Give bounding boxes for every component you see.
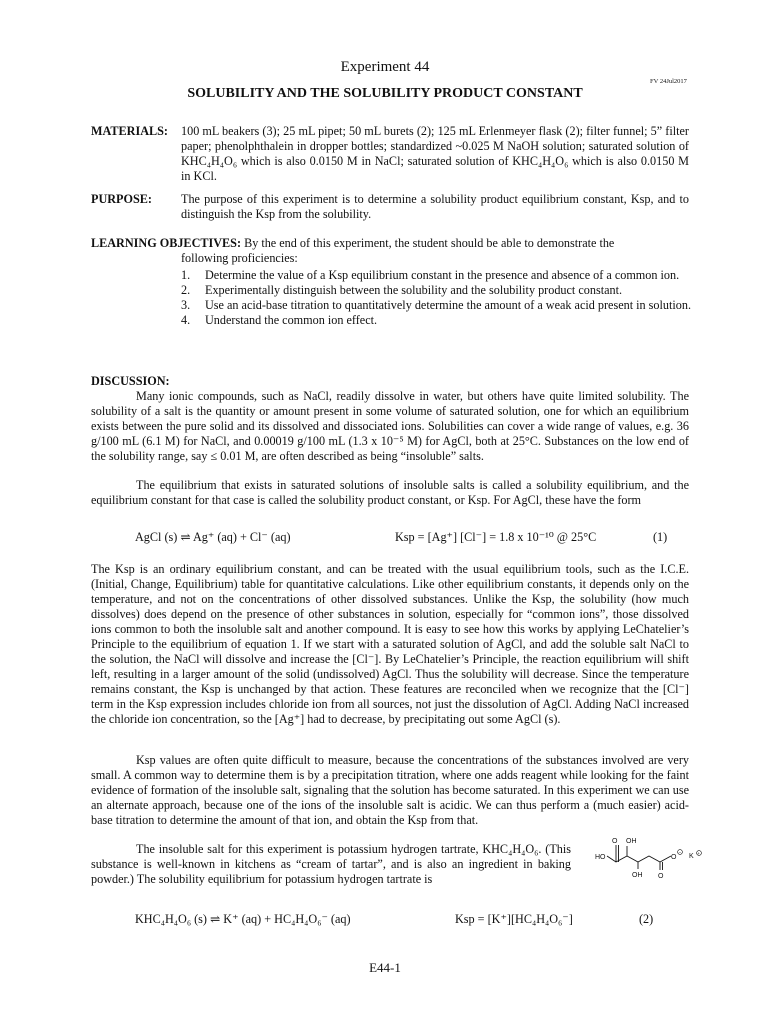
charge-plus: + bbox=[697, 850, 700, 856]
atom-ho: HO bbox=[595, 854, 606, 861]
paragraph-text: Many ionic compounds, such as NaCl, readily dissolve in water, but others have quite limited solubility. The solubility of a salt is the quantity or amount present in some volume of saturated solution, one for which an equilibrium exists between the pure solid and its dissolved and dissociated ions. Solubilities can cover a wide range of values, e.g. 36 g/100 mL (6.1 M) for NaCl, and 0.00019 g/100 mL (1.3 x 10⁻⁵ M) for AgCl, both at 25°C. Substances on the low end of the solubility range, say ≤ 0.01 M, are often described as being “insoluble” salts. bbox=[91, 389, 689, 463]
list-number: 2. bbox=[181, 283, 191, 297]
atom-oh: OH bbox=[632, 872, 643, 879]
list-text: Determine the value of a Ksp equilibrium constant in the presence and absence of a common ion. bbox=[205, 268, 680, 282]
equation-ksp: Ksp = [K⁺][HC₄H₄O₆⁻] bbox=[455, 912, 573, 926]
list-item bbox=[181, 298, 691, 313]
list-number: 1. bbox=[181, 268, 191, 282]
paragraph-text: The equilibrium that exists in saturated solutions of insoluble salts is called a solubility equilibrium, and the equilibrium constant for that case is called the solubility product constant, or Ksp. For AgCl, these have the form bbox=[91, 478, 689, 507]
discussion-paragraph-2 bbox=[91, 478, 689, 508]
list-text: Experimentally distinguish between the solubility and the solubility product constant. bbox=[205, 283, 623, 297]
purpose-text: The purpose of this experiment is to determine a solubility product equilibrium constant, Ksp, and to distinguish the Ksp from the solubility. bbox=[181, 192, 689, 221]
experiment-number: Experiment 44 bbox=[340, 59, 430, 75]
atom-o: O bbox=[612, 838, 618, 845]
potassium-hydrogen-tartrate-structure bbox=[592, 832, 704, 882]
objectives-intro: By the end of this experiment, the student should be able to demonstrate the bbox=[244, 236, 615, 250]
atom-o: O bbox=[671, 854, 677, 861]
atom-oh: OH bbox=[626, 838, 637, 845]
list-item bbox=[181, 268, 691, 283]
version-stamp: FV 24Jul2017 bbox=[650, 78, 687, 85]
objectives-label: LEARNING OBJECTIVES: bbox=[91, 236, 242, 250]
discussion-paragraph-4 bbox=[91, 753, 689, 828]
list-text: Understand the common ion effect. bbox=[205, 313, 378, 327]
objectives-heading bbox=[91, 236, 691, 251]
discussion-paragraph-3: The Ksp is an ordinary equilibrium constant, and can be treated with the usual equilibrium tools, such as the I.C.E. (Initial, Change, Equilibrium) table for quantitative calculations. Like other equilibrium constants, it depends only on the temperature, and not on the concentrations of other dissolved substances. Unlike the Ksp, the solubility (how much dissolves) does depend on the presence of other substances in solution, especially for “common ions”, those dissolved ions common to both the insoluble salt and another compound. It is easy to see how this works by applying LeChatelier’s Principle to the equilibrium of equation 1. If we start with a saturated solution of AgCl, and add the soluble salt NaCl to the solution, the NaCl will dissolve and increase the [Cl⁻]. By LeChatelier’s Principle, the reaction equilibrium will shift left, resulting in a larger amount of the solid (undissolved) AgCl. Thus the solubility will decrease. Since the temperature remains constant, the Ksp is unchanged by that action. These features are reconciled when we recognize that the [Cl⁻] term in the Ksp expression includes chloride ion from all sources, not just the dissolution of AgCl. Adding NaCl increased the chloride ion concentration, so the [Ag⁺] had to decrease, by precipitating out some AgCl (s). bbox=[91, 562, 689, 726]
charge-minus: − bbox=[678, 850, 682, 855]
purpose-label: PURPOSE: bbox=[91, 192, 152, 206]
discussion-paragraph-1 bbox=[91, 389, 689, 464]
paragraph-text: The insoluble salt for this experiment is potassium hydrogen tartrate, KHC₄H₄O₆. (This substance is well-known in kitchens as “cream of tartar”, and is also an ingredient in baking powder.) The solubility equilibrium for potassium hydrogen tartrate is bbox=[91, 842, 571, 886]
list-item bbox=[181, 283, 691, 298]
page-title: SOLUBILITY AND THE SOLUBILITY PRODUCT CONSTANT bbox=[187, 86, 583, 101]
objectives-list bbox=[181, 268, 691, 328]
discussion-paragraph-5 bbox=[91, 842, 571, 887]
equation-number: (2) bbox=[639, 912, 654, 926]
page-number: E44-1 bbox=[369, 960, 401, 975]
paragraph-text: Ksp values are often quite difficult to measure, because the concentrations of the substances involved are very small. A common way to determine them is by a precipitation titration, where one adds reagent while looking for the faint evidence of formation of the insoluble salt, signaling that the solution has become saturated. In this experiment we can use an alternate approach, because one of the ions of the insoluble salt is acidic. We can thus perform a (much easier) acid-base titration to determine the amount of that ion, and obtain the Ksp from that. bbox=[91, 753, 689, 827]
equation-number: (1) bbox=[653, 530, 668, 544]
equation-ksp: Ksp = [Ag⁺] [Cl⁻] = 1.8 x 10⁻¹⁰ @ 25°C bbox=[395, 530, 597, 544]
atom-o: O bbox=[658, 873, 664, 880]
atom-k: K bbox=[689, 853, 694, 860]
materials-text: 100 mL beakers (3); 25 mL pipet; 50 mL burets (2); 125 mL Erlenmeyer flask (2); filter funnel; 5” filter paper; phenolphthalein in dropper bottles; standardized ~0.025 M NaOH solution; saturated solution of KHC₄H₄O₆ which is also 0.0150 M in NaCl; saturated solution of KHC₄H₄O₆ which is also 0.0150 M in KCl. bbox=[181, 124, 689, 183]
discussion-label: DISCUSSION: bbox=[91, 374, 170, 388]
equation-reaction: AgCl (s) ⇌ Ag⁺ (aq) + Cl⁻ (aq) bbox=[135, 530, 291, 544]
objectives-intro-2: following proficiencies: bbox=[181, 251, 298, 265]
list-text: Use an acid-base titration to quantitatively determine the amount of a weak acid present in solution. bbox=[205, 298, 691, 312]
molecule-bonds bbox=[607, 845, 671, 870]
materials-label: MATERIALS: bbox=[91, 124, 168, 138]
list-item bbox=[181, 313, 691, 328]
list-number: 4. bbox=[181, 313, 191, 327]
equation-reaction: KHC₄H₄O₆ (s) ⇌ K⁺ (aq) + HC₄H₄O₆⁻ (aq) bbox=[135, 912, 351, 926]
list-number: 3. bbox=[181, 298, 191, 312]
